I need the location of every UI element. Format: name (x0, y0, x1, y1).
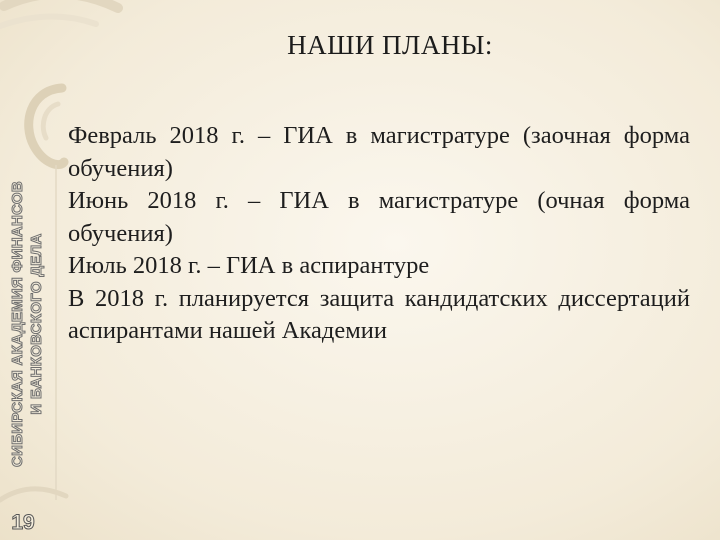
plan-item-dissertations: В 2018 г. планируется защита кандидатских диссертаций аспирантами нашей Академии (68, 284, 690, 344)
plan-item-february: Февраль 2018 г. – ГИА в магистратуре (заочная форма обучения) (68, 122, 690, 182)
slide-body (68, 120, 690, 348)
organization-name-line1: СИБИРСКАЯ АКАДЕМИЯ ФИНАНСОВ (9, 181, 26, 468)
organization-vertical-label (2, 168, 52, 480)
slide-title: НАШИ ПЛАНЫ: (287, 30, 493, 60)
organization-name-line2: И БАНКОВСКОГО ДЕЛА (28, 233, 45, 415)
plan-item-july: Июль 2018 г. – ГИА в аспирантуре (68, 252, 430, 279)
plan-item-june: Июнь 2018 г. – ГИА в магистратуре (очная форма обучения) (68, 187, 690, 247)
page-number: 19 (11, 511, 35, 534)
